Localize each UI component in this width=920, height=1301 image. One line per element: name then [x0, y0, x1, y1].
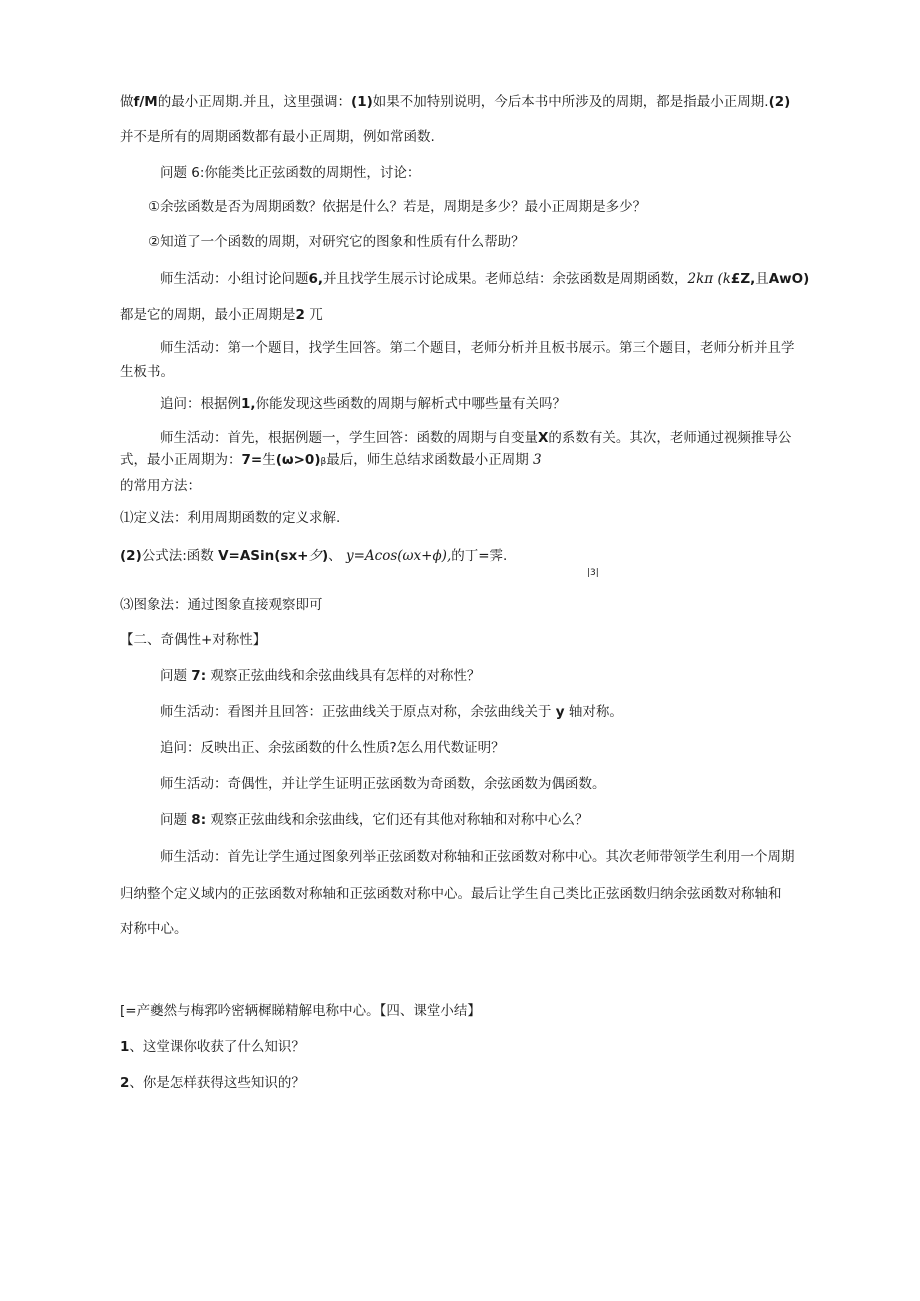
activity-line-5: 师生活动：首先，根据例题一，学生回答：函数的周期与自变量X的系数有关。其次，老师通过视频推导公 — [160, 430, 792, 446]
question-7: 问题 7: 观察正弦曲线和余弦曲线具有怎样的对称性？ — [160, 668, 481, 684]
summary-item-2: 2、你是怎样获得这些知识的？ — [120, 1075, 305, 1091]
question-6-item-2: ②知道了一个函数的周期，对研究它的图象和性质有什么帮助？ — [148, 234, 525, 250]
method-definition: ⑴定义法：利用周期函数的定义求解. — [120, 510, 341, 526]
activity-line-7: 的常用方法： — [120, 478, 201, 494]
activity-line-1: 师生活动：小组讨论问题6,并且找学生展示讨论成果。老师总结：余弦函数是周期函数，2kπ (k£Z,且AwO) — [160, 271, 810, 287]
formula-denominator: |3| — [587, 568, 599, 578]
question-6: 问题 6:你能类比正弦函数的周期性，讨论： — [160, 165, 421, 181]
activity-line-2: 都是它的周期，最小正周期是2 兀 — [120, 307, 323, 323]
activity-symmetry-line-1: 师生活动：首先让学生通过图象列举正弦函数对称轴和正弦函数对称中心。其次老师带领学生利用一个周期 — [160, 849, 795, 865]
para-line-2: 并不是所有的周期函数都有最小正周期，例如常函数. — [120, 129, 435, 145]
method-graph: ⑶图象法：通过图象直接观察即可 — [120, 597, 323, 613]
activity-symmetry-answer: 师生活动：看图并且回答：正弦曲线关于原点对称，余弦曲线关于 y 轴对称。 — [160, 704, 623, 720]
section-heading-summary: [=产夔然与梅郛吟密辆樨睇精解电称中心。【四、课堂小结】 — [120, 1003, 481, 1019]
activity-line-6: 式，最小正周期为：7=生(ω>0)β最后，师生总结求函数最小正周期 3 — [120, 452, 542, 468]
followup-example-1: 追问：根据例1,你能发现这些函数的周期与解析式中哪些量有关吗？ — [160, 396, 567, 412]
activity-line-3: 师生活动：第一个题目，找学生回答。第二个题目，老师分析并且板书展示。第三个题目，老师分析并且学 — [160, 340, 795, 356]
activity-parity: 师生活动：奇偶性，并让学生证明正弦函数为奇函数，余弦函数为偶函数。 — [160, 776, 606, 792]
section-heading-parity-symmetry: 【二、奇偶性+对称性】 — [120, 632, 267, 648]
question-8: 问题 8: 观察正弦曲线和余弦曲线，它们还有其他对称轴和对称中心么？ — [160, 812, 589, 828]
question-6-item-1: ①余弦函数是否为周期函数？依据是什么？若是，周期是多少？最小正周期是多少？ — [148, 199, 647, 215]
activity-symmetry-line-3: 对称中心。 — [120, 921, 188, 937]
activity-line-4: 生板书。 — [120, 364, 174, 380]
followup-parity: 追问：反映出正、余弦函数的什么性质?怎么用代数证明？ — [160, 740, 505, 756]
para-line-1: 做f/M的最小正周期.并且，这里强调：(1)如果不加特别说明，今后本书中所涉及的周期，都是指最小正周期.(2) — [120, 94, 791, 110]
activity-symmetry-line-2: 归纳整个定义域内的正弦函数对称轴和正弦函数对称中心。最后让学生自己类比正弦函数归纳余弦函数对称轴和 — [120, 886, 782, 902]
summary-item-1: 1、这堂课你收获了什么知识？ — [120, 1039, 305, 1055]
method-formula: (2)公式法:函数 V=ASin(sx+夕)、 y=Acos(ωx+ϕ),的丁=霁. — [120, 548, 508, 564]
